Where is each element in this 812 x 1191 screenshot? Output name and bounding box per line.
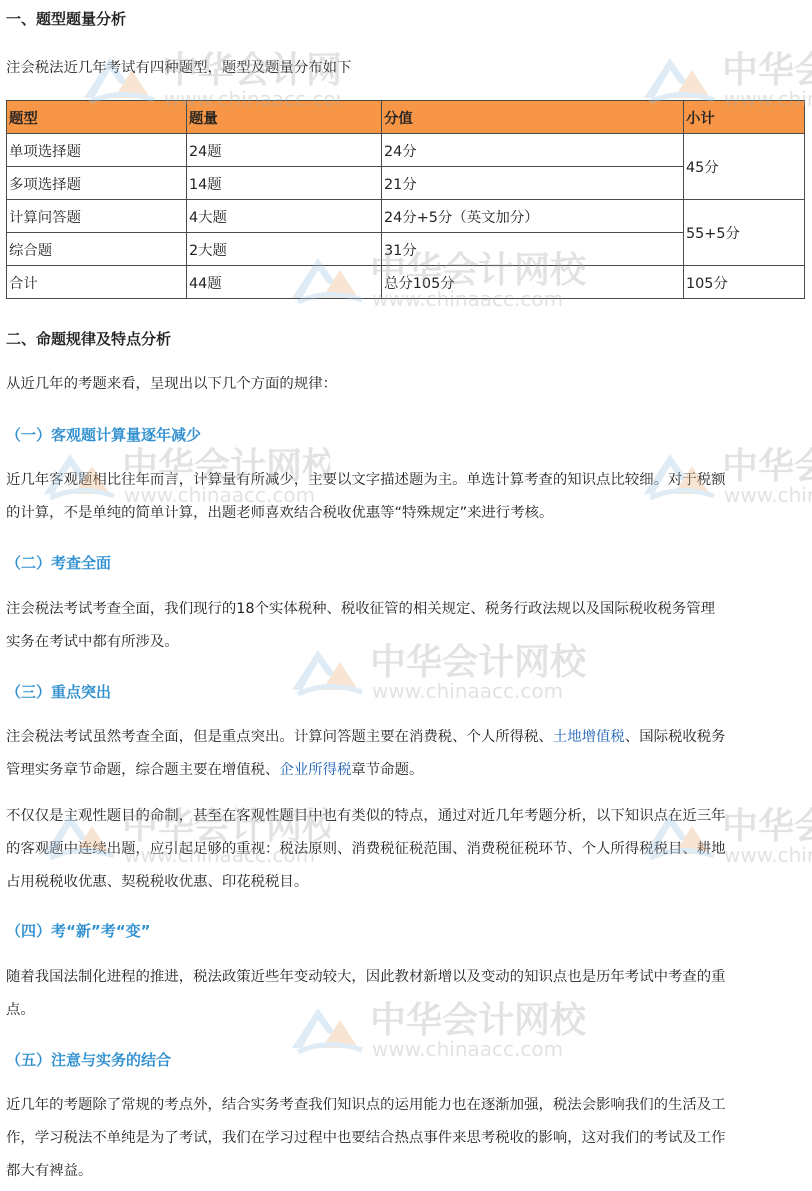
cell-count: 14题 bbox=[187, 167, 382, 200]
subheading-5: （五）注意与实务的结合 bbox=[6, 1051, 172, 1069]
table-total-row bbox=[7, 266, 805, 299]
paragraph-2: 注会税法考试考查全面，我们现行的18个实体税种、税收征管的相关规定、税务行政法规以及国际税收税务管理 实务在考试中都有所涉及。 bbox=[6, 601, 716, 650]
paragraph-4: 不仅仅是主观性题目的命制，甚至在客观性题目中也有类似的特点，通过对近几年考题分析，以下知识点在近三年 的客观题中连续出题，应引起足够的重视：税法原则、消费税征税范围、消费税征税环节、个人所得税税目、耕地 占用税税收优惠、契税税收优惠、印花税税目。 bbox=[6, 808, 726, 890]
cell-subtotal: 45分 bbox=[684, 134, 805, 200]
header-subtotal: 小计 bbox=[684, 101, 805, 134]
paragraph-6: 近几年的考题除了常规的考点外，结合实务考查我们知识点的运用能力也在逐渐加强，税法会影响我们的生活及工 作，学习税法不单纯是为了考试，我们在学习过程中也要结合热点事件来思考税收的影响，这对我们的考试及工作 都大有裨益。 bbox=[6, 1097, 726, 1179]
cell-type: 合计 bbox=[7, 266, 187, 299]
cell-type: 综合题 bbox=[7, 233, 187, 266]
paragraph-5: 随着我国法制化进程的推进，税法政策近些年变动较大，因此教材新增以及变动的知识点也是历年考试中考查的重 点。 bbox=[6, 969, 726, 1018]
paragraph-1: 近几年客观题相比往年而言，计算量有所减少，主要以文字描述题为主。单选计算考查的知识点比较细。对于税额 的计算，不是单纯的简单计算，出题老师喜欢结合税收优惠等“特殊规定”来进行考核。 bbox=[6, 472, 726, 521]
cell-count: 24题 bbox=[187, 134, 382, 167]
cell-type: 计算问答题 bbox=[7, 200, 187, 233]
section2-title: 二、命题规律及特点分析 bbox=[6, 330, 172, 348]
section1-title: 一、题型题量分析 bbox=[6, 10, 127, 28]
cell-type: 多项选择题 bbox=[7, 167, 187, 200]
cell-score: 31分 bbox=[382, 233, 684, 266]
subheading-1: （一）客观题计算量逐年减少 bbox=[6, 426, 202, 444]
cell-type: 单项选择题 bbox=[7, 134, 187, 167]
cell-count: 2大题 bbox=[187, 233, 382, 266]
question-distribution-table bbox=[6, 100, 805, 299]
table-row bbox=[7, 200, 805, 233]
cell-count: 44题 bbox=[187, 266, 382, 299]
paragraph-3: 注会税法考试虽然考查全面，但是重点突出。计算问答题主要在消费税、个人所得税、土地增值税、国际税收税务 管理实务章节命题，综合题主要在增值税、企业所得税章节命题。 bbox=[6, 729, 726, 778]
table-header-row bbox=[7, 101, 805, 134]
header-count: 题量 bbox=[187, 101, 382, 134]
cell-score: 24分+5分（英文加分） bbox=[382, 200, 684, 233]
cell-score: 24分 bbox=[382, 134, 684, 167]
section1-intro: 注会税法近几年考试有四种题型，题型及题量分布如下 bbox=[6, 60, 352, 76]
cell-score: 总分105分 bbox=[382, 266, 684, 299]
link-land-appreciation-tax[interactable]: 土地增值税 bbox=[552, 729, 625, 745]
subheading-3: （三）重点突出 bbox=[6, 683, 112, 701]
subheading-4: （四）考“新”考“变” bbox=[6, 922, 151, 940]
subheading-2: （二）考查全面 bbox=[6, 554, 112, 572]
cell-score: 21分 bbox=[382, 167, 684, 200]
section2-intro: 从近几年的考题来看，呈现出以下几个方面的规律： bbox=[6, 376, 337, 392]
header-score: 分值 bbox=[382, 101, 684, 134]
link-enterprise-income-tax[interactable]: 企业所得税 bbox=[279, 762, 352, 778]
cell-count: 4大题 bbox=[187, 200, 382, 233]
table-row bbox=[7, 134, 805, 167]
cell-subtotal: 105分 bbox=[684, 266, 805, 299]
cell-subtotal: 55+5分 bbox=[684, 200, 805, 266]
header-type: 题型 bbox=[7, 101, 187, 134]
